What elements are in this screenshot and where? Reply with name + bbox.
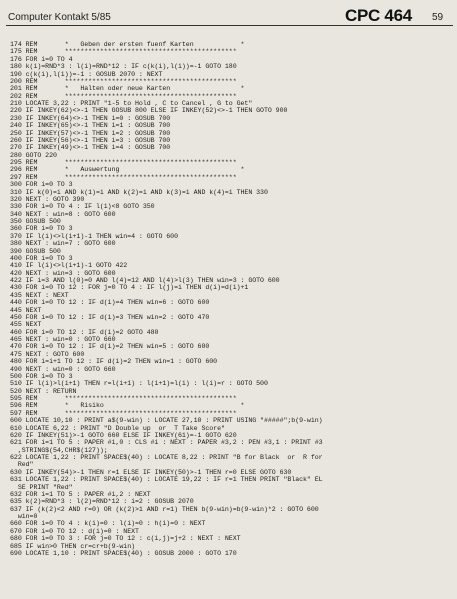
code-line: 430 FOR i=0 TO 12 : FOR j=0 TO 4 : IF l(j)=i THEN d(i)=d(i)+1 (10, 284, 249, 292)
code-line: 300 FOR i=0 TO 3 (10, 181, 73, 189)
code-line: 690 LOCATE 1,10 : PRINT SPACE$(40) : GOSUB 2000 : GOTO 170 (10, 549, 237, 557)
code-line: 685 IF win>0 THEN cr=cr+b(9-win) (10, 542, 136, 550)
code-line: 370 IF l(i)<>l(i+1)-1 THEN win=4 : GOTO 600 (10, 232, 178, 240)
code-line: 620 IF INKEY(51)>-1 GOTO 660 ELSE IF INKEY(61)=-1 GOTO 620 (10, 431, 237, 439)
code-line: 180 k(i)=RND*3 : l(i)=RND*12 : IF c(k(i),l(i))=-1 GOTO 180 (10, 63, 237, 71)
code-line: 460 FOR i=0 TO 12 : IF d(i)=2 GOTO 480 (10, 328, 159, 336)
code-line: 390 GOSUB 500 (10, 247, 61, 255)
code-line: win=0 (10, 513, 38, 520)
code-line: 260 IF INKEY(56)<>-1 THEN i=3 : GOSUB 700 (10, 136, 171, 144)
code-line: 455 NEXT (10, 321, 42, 329)
code-line: 670 FOR i=0 TO 12 : d(i)=0 : NEXT (10, 527, 139, 535)
code-line: 410 IF l(i)<>l(i+1)-1 GOTO 422 (10, 262, 128, 270)
code-line: 465 NEXT : win=0 : GOTO 660 (10, 336, 116, 343)
code-line: 380 NEXT : win=7 : GOTO 600 (10, 240, 116, 248)
code-line: 500 FOR i=0 TO 3 (10, 372, 73, 380)
code-line: 297 REM ******************************************** (10, 173, 237, 181)
code-line: 270 IF INKEY(49)<>-1 THEN i=4 : GOSUB 700 (10, 144, 171, 152)
code-line: 622 LOCATE 1,22 : PRINT SPACE$(40) : LOCATE 8,22 : PRINT "B for Black or R for (10, 454, 323, 461)
code-line: 435 NEXT : NEXT (10, 291, 69, 299)
code-line: 440 FOR i=0 TO 12 : IF d(i)=4 THEN win=6 : GOTO 600 (10, 299, 210, 307)
code-line: 631 LOCATE 1,22 : PRINT SPACE$(40) : LOCATE 19,22 : IF r=1 THEN PRINT "Black" EL (10, 476, 323, 484)
basic-program-listing (10, 41, 450, 557)
code-line: 202 REM ******************************************** (10, 92, 237, 100)
code-line: 200 REM ******************************************** (10, 77, 237, 85)
code-line: 596 REM * Risiko * (10, 402, 245, 410)
page-number: 59 (432, 12, 444, 23)
code-line: 510 IF l(i)>l(i+1) THEN r=l(i+1) : l(i+1)=l(i) : l(i)=r : GOTO 500 (10, 380, 268, 388)
code-line: 475 NEXT : GOTO 600 (10, 350, 85, 358)
magazine-title: Computer Kontakt 5/85 (8, 12, 111, 23)
code-line: 450 FOR i=0 TO 12 : IF d(i)=3 THEN win=2 : GOTO 470 (10, 313, 210, 321)
code-line: 595 REM ******************************************** (10, 395, 237, 402)
code-line: 295 REM ******************************************** (10, 159, 237, 166)
code-line: 470 FOR i=0 TO 12 : IF d(i)=2 THEN win=5 : GOTO 600 (10, 343, 210, 351)
code-line: 597 REM ******************************************** (10, 409, 237, 417)
code-line: 630 IF INKEY(54)>-1 THEN r=1 ELSE IF INKEY(50)>-1 THEN r=0 ELSE GOTO 630 (10, 468, 292, 476)
code-line: 201 REM * Halten oder neue Karten * (10, 85, 245, 93)
code-line: 330 FOR i=0 TO 4 : IF l(i)<8 GOTO 350 (10, 203, 155, 211)
computer-model-title: CPC 464 (345, 6, 412, 25)
code-line: 621 FOR i=1 TO 5 : PAPER #i,0 : CLS #i : NEXT : PAPER #3,2 : PEN #3,1 : PRINT #3 (10, 439, 323, 447)
code-line: 296 REM * Auswertung * (10, 166, 245, 174)
code-line: 174 REM * Geben der ersten fuenf Karten * (10, 41, 245, 48)
header-rule (6, 25, 453, 26)
code-line: 637 IF (k(2)<2 AND r=0) OR (k(2)>1 AND r=1) THEN b(9-win)=b(9-win)*2 : GOTO 600 (10, 505, 319, 513)
code-line: 445 NEXT (10, 306, 42, 314)
code-line: 480 FOR i=i+1 TO 12 : IF d(i)=2 THEN win=1 : GOTO 600 (10, 358, 218, 366)
code-line: 660 FOR i=0 TO 4 : k(i)=0 : l(i)=0 : h(i)=0 : NEXT (10, 520, 206, 528)
code-line: 680 FOR i=0 TO 3 : FOR j=0 TO 12 : c(i,j)=j+2 : NEXT : NEXT (10, 535, 241, 543)
code-line: 310 IF k(0)=i AND k(1)=i AND k(2)=i AND k(3)=i AND k(4)=i THEN 330 (10, 188, 268, 196)
code-line: 600 LOCATE 10,10 : PRINT a$(9-win) : LOCATE 27,10 : PRINT USING "#####";b(9-win) (10, 417, 323, 425)
code-line: 360 FOR i=0 TO 3 (10, 225, 73, 233)
code-line: 250 IF INKEY(57)<>-1 THEN i=2 : GOSUB 700 (10, 129, 171, 137)
code-line: 176 FOR i=0 TO 4 (10, 55, 73, 63)
code-line: 340 NEXT : win=8 : GOTO 600 (10, 210, 116, 218)
code-line: 610 LOCATE 6,22 : PRINT "D Double up or T Take Score" (10, 424, 225, 432)
page-header (0, 0, 457, 28)
code-line: 320 NEXT : GOTO 390 (10, 195, 85, 203)
code-line: 280 GOTO 220 (10, 151, 57, 159)
code-line: Red" (10, 461, 34, 469)
code-line: SE PRINT "Red" (10, 483, 73, 491)
code-line: 175 REM ******************************************** (10, 48, 237, 56)
code-line: 490 NEXT : win=0 : GOTO 660 (10, 365, 116, 373)
code-line: 210 LOCATE 3,22 : PRINT "1-5 to Hold , C to Cancel , G to Get" (10, 100, 253, 107)
code-line: 520 NEXT : RETURN (10, 387, 77, 395)
code-line: 400 FOR i=0 TO 3 (10, 254, 73, 262)
code-line: 420 NEXT : win=3 : GOTO 600 (10, 269, 116, 277)
code-line: 190 c(k(i),l(i))=-1 : GOSUB 2070 : NEXT (10, 70, 163, 78)
code-line: 422 IF i=3 AND l(0)=0 AND l(4)=12 AND l(4)>l(3) THEN win=3 : GOTO 600 (10, 277, 280, 284)
code-line: 240 IF INKEY(65)<>-1 THEN i=1 : GOSUB 700 (10, 122, 171, 130)
code-line: 230 IF INKEY(64)<>-1 THEN i=0 : GOSUB 700 (10, 114, 171, 122)
code-line: 632 FOR i=1 TO 5 : PAPER #i,2 : NEXT (10, 490, 151, 498)
code-line: 635 k(2)=RND*3 : l(2)=RND*12 : i=2 : GOSUB 2070 (10, 498, 194, 506)
code-line: 220 IF INKEY(62)<>-1 THEN GOSUB 800 ELSE IF INKEY(52)<>-1 THEN GOTO 900 (10, 107, 288, 115)
code-line: 350 GOSUB 500 (10, 218, 61, 225)
code-line: ,STRING$(54,CHR$(127)); (10, 446, 108, 454)
